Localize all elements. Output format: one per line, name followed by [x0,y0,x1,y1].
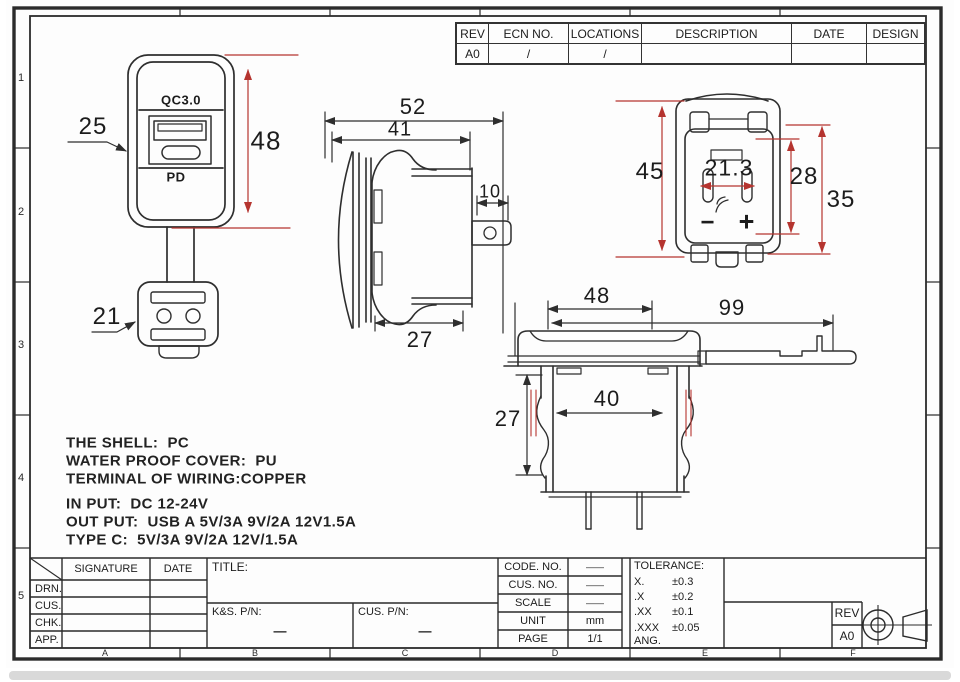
rev-cell-design [866,43,924,63]
zone-row-2: 2 [17,206,25,218]
row-label-app: APP. [35,634,59,646]
ks-pn-value: — [273,623,287,639]
zone-row-5: 5 [17,590,25,602]
zone-col-b: B [251,648,259,658]
title-label: TITLE: [212,560,249,574]
rev-cell-ecn: / [488,43,568,63]
rev-header-ecn: ECN NO. [488,24,568,43]
front-port-bottom-label: PD [166,169,186,185]
info-label-scale: SCALE [514,597,552,609]
zone-col-d: D [551,648,559,658]
tolerance-x3-value: ±0.05 [672,622,700,634]
zone-row-3: 3 [17,339,25,351]
zone-row-4: 4 [17,472,25,484]
rev-header-design: DESIGN [866,24,924,43]
tolerance-ang-label: ANG. [634,635,661,647]
paper [6,0,954,668]
front-port-top-label: QC3.0 [160,92,202,108]
tolerance-title: TOLERANCE: [634,560,705,572]
rev-cell-date [791,43,866,63]
front-callout-connector: 21 [92,303,122,330]
info-label-unit: UNIT [520,615,546,627]
rev-header-description: DESCRIPTION [641,24,791,43]
rev-header-date: DATE [791,24,866,43]
signature-header: SIGNATURE [74,563,138,575]
zone-col-f: F [850,648,856,658]
tolerance-x1-label: .X [634,591,645,603]
mount-dim-inner: 40 [593,386,621,411]
rev-cell-locations: / [568,43,641,63]
info-label-code-no: CODE. NO. [504,561,562,573]
rev-label: REV [834,606,860,620]
spec-output: OUT PUT: USB A 5V/3A 9V/2A 12V1.5A [66,513,357,531]
rev-cell-description [641,43,791,63]
rev-value: A0 [839,629,855,643]
page-shadow [9,671,951,680]
tolerance-x-value: ±0.3 [672,576,694,588]
ks-pn-label: K&S. P/N: [212,606,262,618]
polarity-plus: + [738,206,756,237]
info-value-page: 1/1 [587,633,603,645]
tolerance-x1-value: ±0.2 [672,591,694,603]
back-dim-inner-height: 28 [789,163,819,190]
spec-input: IN PUT: DC 12-24V [66,495,209,513]
zone-col-e: E [701,648,709,658]
back-dim-height: 45 [635,158,665,185]
mount-dim-open: 99 [718,295,746,320]
zone-row-1: 1 [17,72,25,84]
rev-header-rev: REV [460,26,485,41]
front-dim-height: 48 [250,125,282,156]
cus-pn-label: CUS. P/N: [358,606,409,618]
tolerance-x-label: X. [634,576,645,588]
side-dim-terminal: 10 [478,181,502,202]
tolerance-x2-label: .XX [634,606,652,618]
info-label-page: PAGE [518,633,548,645]
mount-dim-cover: 48 [583,283,611,308]
back-dim-pin-spacing: 21.3 [704,154,754,181]
tolerance-x2-value: ±0.1 [672,606,694,618]
row-label-cus: CUS. [35,600,62,612]
info-label-cus-no: CUS. NO. [508,579,558,591]
mount-dim-depth: 27 [494,406,522,431]
cus-pn-value: — [418,623,432,639]
rev-header-locations: LOCATIONS [568,24,641,43]
zone-col-a: A [101,648,109,658]
zone-col-c: C [401,648,409,658]
spec-typec: TYPE C: 5V/3A 9V/2A 12V/1.5A [66,531,299,549]
date-header: DATE [163,563,193,575]
row-label-chk: CHK. [35,617,62,629]
side-dim-overall: 52 [399,94,427,119]
info-value-code-no: —— [586,562,604,572]
spec-terminal: TERMINAL OF WIRING:COPPER [66,470,307,488]
spec-shell: THE SHELL: PC [66,434,190,452]
revision-table [455,22,926,65]
side-dim-depth: 27 [406,327,434,352]
info-value-cus-no: —— [586,580,604,590]
info-value-scale: —— [586,598,604,608]
polarity-minus: − [700,209,716,236]
rev-cell-rev: A0 [457,43,488,63]
front-callout-panel: 25 [78,113,108,140]
tolerance-x3-label: .XXX [634,622,660,634]
side-dim-body: 41 [387,118,413,141]
info-value-unit: mm [585,615,605,627]
back-dim-outer-height: 35 [826,186,856,213]
row-label-drn: DRN. [35,583,62,595]
spec-cover: WATER PROOF COVER: PU [66,452,278,470]
